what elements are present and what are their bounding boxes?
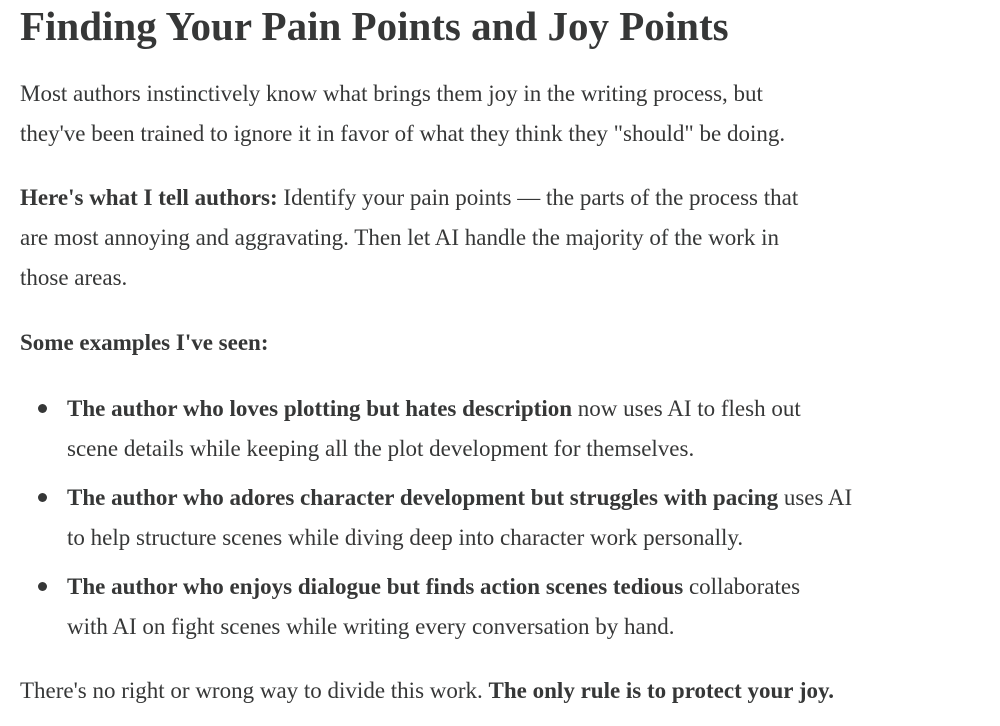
- closing-bold: The only rule is to protect your joy.: [488, 678, 834, 703]
- list-item: [20, 567, 852, 647]
- list-item-line-2: to help structure scenes while diving deep into character work personally.: [67, 525, 744, 550]
- list-item: [20, 478, 852, 558]
- bullet-icon: [38, 493, 47, 502]
- intro-line-1: Most authors instinctively know what brings them joy in the writing process, but: [20, 81, 763, 106]
- examples-list: [20, 389, 852, 656]
- advice-line-2: are most annoying and aggravating. Then let AI handle the majority of the work in: [20, 225, 780, 250]
- advice-line-1: [20, 178, 798, 218]
- list-item-bold: The author who enjoys dialogue but finds action scenes tedious: [67, 574, 684, 599]
- advice-line-1-text: Identify your pain points — the parts of the process that: [277, 185, 799, 210]
- list-item-text: collaborates: [683, 574, 801, 599]
- list-item-bold: The author who loves plotting but hates description: [67, 396, 573, 421]
- closing-text: There's no right or wrong way to divide this work.: [20, 678, 489, 703]
- list-item-text: now uses AI to flesh out: [572, 396, 801, 421]
- list-item: [20, 389, 852, 469]
- list-item-bold: The author who adores character development but struggles with pacing: [67, 485, 779, 510]
- advice-paragraph: [20, 178, 798, 298]
- list-item-line-1: [67, 478, 852, 518]
- bullet-icon: [38, 404, 47, 413]
- bullet-icon: [38, 582, 47, 591]
- list-item-line-2: with AI on fight scenes while writing every conversation by hand.: [67, 614, 675, 639]
- list-item-line-1: [67, 567, 852, 607]
- page-title: Finding Your Pain Points and Joy Points: [20, 3, 729, 49]
- closing-paragraph: [20, 671, 834, 711]
- intro-paragraph: [20, 74, 785, 154]
- intro-line-2: they've been trained to ignore it in favor of what they think they "should" be doing.: [20, 121, 786, 146]
- advice-lead: Here's what I tell authors:: [20, 185, 278, 210]
- list-item-line-2: scene details while keeping all the plot development for themselves.: [67, 436, 695, 461]
- examples-heading-text: Some examples I've seen:: [20, 330, 269, 355]
- advice-line-3: those areas.: [20, 265, 128, 290]
- list-item-text: uses AI: [778, 485, 853, 510]
- list-item-line-1: [67, 389, 852, 429]
- examples-heading: [20, 323, 269, 363]
